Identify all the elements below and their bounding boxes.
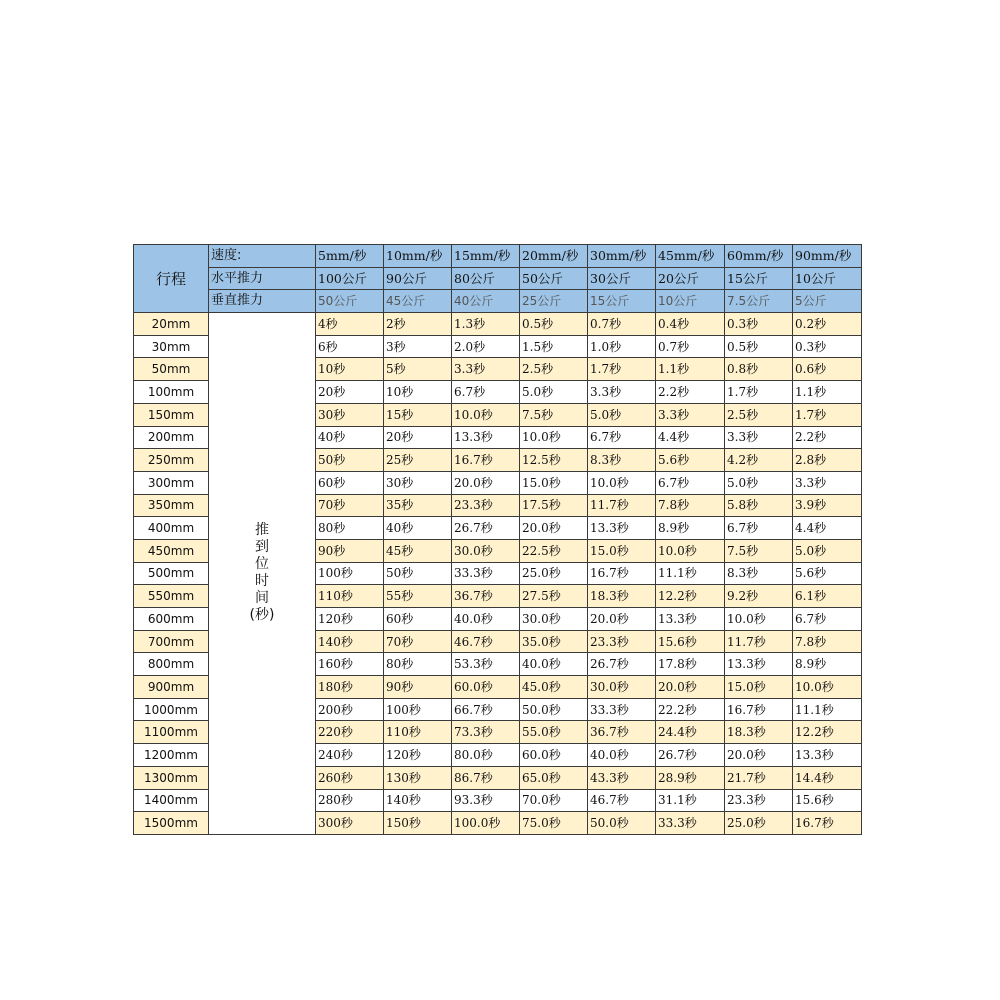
time-cell: 86.7秒 xyxy=(452,766,520,789)
time-cell: 11.1秒 xyxy=(656,562,725,585)
time-cell: 0.7秒 xyxy=(588,313,656,336)
time-cell: 15秒 xyxy=(384,403,452,426)
time-cell: 0.7秒 xyxy=(656,335,725,358)
stroke-cell: 300mm xyxy=(134,471,209,494)
time-cell: 300秒 xyxy=(316,812,384,835)
time-cell: 36.7秒 xyxy=(452,585,520,608)
time-cell: 2.8秒 xyxy=(793,449,862,472)
time-cell: 0.5秒 xyxy=(520,313,588,336)
time-cell: 0.4秒 xyxy=(656,313,725,336)
time-cell: 11.7秒 xyxy=(588,494,656,517)
time-cell: 20.0秒 xyxy=(588,608,656,631)
time-cell: 0.3秒 xyxy=(725,313,793,336)
time-cell: 6.7秒 xyxy=(588,426,656,449)
vertical-force-cell: 15公斤 xyxy=(588,290,656,313)
time-cell: 27.5秒 xyxy=(520,585,588,608)
vertical-force-cell: 10公斤 xyxy=(656,290,725,313)
time-cell: 120秒 xyxy=(384,744,452,767)
time-cell: 1.7秒 xyxy=(588,358,656,381)
time-cell: 110秒 xyxy=(384,721,452,744)
vertical-force-label: 垂直推力 xyxy=(209,290,316,313)
time-cell: 2.2秒 xyxy=(656,381,725,404)
time-cell: 80秒 xyxy=(316,517,384,540)
time-cell: 0.6秒 xyxy=(793,358,862,381)
vertical-force-cell: 50公斤 xyxy=(316,290,384,313)
stroke-cell: 1500mm xyxy=(134,812,209,835)
time-cell: 5.6秒 xyxy=(656,449,725,472)
vertical-force-cell: 45公斤 xyxy=(384,290,452,313)
table-row xyxy=(134,313,862,336)
time-cell: 10.0秒 xyxy=(793,676,862,699)
time-cell: 73.3秒 xyxy=(452,721,520,744)
time-cell: 6.7秒 xyxy=(452,381,520,404)
time-cell: 3.3秒 xyxy=(656,403,725,426)
time-cell: 50.0秒 xyxy=(588,812,656,835)
header-row-vertical-force xyxy=(134,290,862,313)
time-cell: 5.0秒 xyxy=(520,381,588,404)
time-cell: 7.8秒 xyxy=(656,494,725,517)
time-cell: 50秒 xyxy=(384,562,452,585)
push-time-label-char: 推 xyxy=(255,522,269,539)
time-cell: 15.0秒 xyxy=(588,539,656,562)
time-cell: 100秒 xyxy=(384,698,452,721)
time-cell: 55.0秒 xyxy=(520,721,588,744)
header-row-speed xyxy=(134,245,862,268)
time-cell: 15.6秒 xyxy=(656,630,725,653)
time-cell: 10.0秒 xyxy=(452,403,520,426)
vertical-force-cell: 7.5公斤 xyxy=(725,290,793,313)
time-cell: 5.8秒 xyxy=(725,494,793,517)
time-cell: 20秒 xyxy=(384,426,452,449)
stroke-cell: 1100mm xyxy=(134,721,209,744)
time-cell: 26.7秒 xyxy=(452,517,520,540)
time-cell: 90秒 xyxy=(384,676,452,699)
time-cell: 35秒 xyxy=(384,494,452,517)
time-cell: 140秒 xyxy=(316,630,384,653)
time-cell: 1.1秒 xyxy=(793,381,862,404)
time-cell: 18.3秒 xyxy=(588,585,656,608)
time-cell: 10秒 xyxy=(316,358,384,381)
stroke-cell: 150mm xyxy=(134,403,209,426)
time-cell: 70.0秒 xyxy=(520,789,588,812)
time-cell: 10.0秒 xyxy=(725,608,793,631)
stroke-cell: 50mm xyxy=(134,358,209,381)
time-cell: 7.5秒 xyxy=(520,403,588,426)
time-cell: 4.4秒 xyxy=(793,517,862,540)
stroke-cell: 500mm xyxy=(134,562,209,585)
push-time-label-char: 位 xyxy=(255,556,269,573)
horizontal-force-cell: 100公斤 xyxy=(316,267,384,290)
time-cell: 6.7秒 xyxy=(656,471,725,494)
time-cell: 46.7秒 xyxy=(452,630,520,653)
horizontal-force-cell: 15公斤 xyxy=(725,267,793,290)
vertical-force-cell: 40公斤 xyxy=(452,290,520,313)
time-cell: 66.7秒 xyxy=(452,698,520,721)
time-cell: 13.3秒 xyxy=(452,426,520,449)
time-cell: 13.3秒 xyxy=(725,653,793,676)
horizontal-force-cell: 80公斤 xyxy=(452,267,520,290)
time-cell: 0.3秒 xyxy=(793,335,862,358)
stroke-cell: 900mm xyxy=(134,676,209,699)
time-cell: 6秒 xyxy=(316,335,384,358)
time-cell: 46.7秒 xyxy=(588,789,656,812)
time-cell: 26.7秒 xyxy=(588,653,656,676)
speed-cell: 30mm/秒 xyxy=(588,245,656,268)
speed-cell: 90mm/秒 xyxy=(793,245,862,268)
time-cell: 20.0秒 xyxy=(452,471,520,494)
stroke-cell: 700mm xyxy=(134,630,209,653)
time-cell: 100.0秒 xyxy=(452,812,520,835)
time-cell: 30秒 xyxy=(316,403,384,426)
time-cell: 0.5秒 xyxy=(725,335,793,358)
time-cell: 4秒 xyxy=(316,313,384,336)
horizontal-force-cell: 50公斤 xyxy=(520,267,588,290)
time-cell: 220秒 xyxy=(316,721,384,744)
time-cell: 8.3秒 xyxy=(588,449,656,472)
time-cell: 33.3秒 xyxy=(656,812,725,835)
time-cell: 50秒 xyxy=(316,449,384,472)
time-cell: 1.7秒 xyxy=(793,403,862,426)
time-cell: 50.0秒 xyxy=(520,698,588,721)
time-cell: 40.0秒 xyxy=(520,653,588,676)
time-cell: 16.7秒 xyxy=(725,698,793,721)
time-cell: 60秒 xyxy=(316,471,384,494)
horizontal-force-cell: 30公斤 xyxy=(588,267,656,290)
stroke-cell: 100mm xyxy=(134,381,209,404)
time-cell: 80秒 xyxy=(384,653,452,676)
time-cell: 7.8秒 xyxy=(793,630,862,653)
time-cell: 2.0秒 xyxy=(452,335,520,358)
time-cell: 3秒 xyxy=(384,335,452,358)
speed-cell: 5mm/秒 xyxy=(316,245,384,268)
time-cell: 240秒 xyxy=(316,744,384,767)
time-cell: 1.3秒 xyxy=(452,313,520,336)
time-cell: 55秒 xyxy=(384,585,452,608)
time-cell: 20.0秒 xyxy=(520,517,588,540)
time-cell: 3.3秒 xyxy=(725,426,793,449)
time-cell: 140秒 xyxy=(384,789,452,812)
time-cell: 10.0秒 xyxy=(656,539,725,562)
stroke-cell: 250mm xyxy=(134,449,209,472)
time-cell: 40秒 xyxy=(384,517,452,540)
vertical-force-cell: 25公斤 xyxy=(520,290,588,313)
push-time-table xyxy=(133,244,862,835)
speed-cell: 10mm/秒 xyxy=(384,245,452,268)
time-cell: 43.3秒 xyxy=(588,766,656,789)
time-cell: 110秒 xyxy=(316,585,384,608)
time-cell: 13.3秒 xyxy=(656,608,725,631)
time-cell: 23.3秒 xyxy=(452,494,520,517)
time-cell: 18.3秒 xyxy=(725,721,793,744)
time-cell: 20.0秒 xyxy=(656,676,725,699)
speed-cell: 20mm/秒 xyxy=(520,245,588,268)
time-cell: 23.3秒 xyxy=(725,789,793,812)
time-cell: 3.3秒 xyxy=(452,358,520,381)
time-cell: 22.2秒 xyxy=(656,698,725,721)
time-cell: 4.2秒 xyxy=(725,449,793,472)
time-cell: 17.5秒 xyxy=(520,494,588,517)
time-cell: 5.0秒 xyxy=(588,403,656,426)
time-cell: 28.9秒 xyxy=(656,766,725,789)
time-cell: 93.3秒 xyxy=(452,789,520,812)
time-cell: 1.0秒 xyxy=(588,335,656,358)
time-cell: 0.2秒 xyxy=(793,313,862,336)
time-cell: 60秒 xyxy=(384,608,452,631)
speed-label: 速度: xyxy=(209,245,316,268)
time-cell: 6.1秒 xyxy=(793,585,862,608)
stroke-cell: 550mm xyxy=(134,585,209,608)
time-cell: 12.5秒 xyxy=(520,449,588,472)
time-cell: 30秒 xyxy=(384,471,452,494)
time-cell: 3.3秒 xyxy=(793,471,862,494)
time-cell: 25.0秒 xyxy=(520,562,588,585)
speed-cell: 45mm/秒 xyxy=(656,245,725,268)
time-cell: 40.0秒 xyxy=(588,744,656,767)
time-cell: 15.0秒 xyxy=(520,471,588,494)
time-cell: 5.0秒 xyxy=(725,471,793,494)
time-cell: 6.7秒 xyxy=(725,517,793,540)
time-cell: 15.6秒 xyxy=(793,789,862,812)
stroke-cell: 1000mm xyxy=(134,698,209,721)
time-cell: 10.0秒 xyxy=(588,471,656,494)
time-cell: 24.4秒 xyxy=(656,721,725,744)
stroke-cell: 350mm xyxy=(134,494,209,517)
time-cell: 25秒 xyxy=(384,449,452,472)
push-time-label xyxy=(209,313,316,835)
time-cell: 14.4秒 xyxy=(793,766,862,789)
time-cell: 33.3秒 xyxy=(452,562,520,585)
time-cell: 280秒 xyxy=(316,789,384,812)
push-time-label-char: 时 xyxy=(255,573,269,590)
time-cell: 3.3秒 xyxy=(588,381,656,404)
time-cell: 26.7秒 xyxy=(656,744,725,767)
time-cell: 35.0秒 xyxy=(520,630,588,653)
time-cell: 33.3秒 xyxy=(588,698,656,721)
time-cell: 60.0秒 xyxy=(520,744,588,767)
time-cell: 200秒 xyxy=(316,698,384,721)
table-body xyxy=(134,245,862,835)
stroke-cell: 20mm xyxy=(134,313,209,336)
stroke-cell: 600mm xyxy=(134,608,209,631)
time-cell: 13.3秒 xyxy=(588,517,656,540)
time-cell: 45.0秒 xyxy=(520,676,588,699)
time-cell: 11.7秒 xyxy=(725,630,793,653)
time-cell: 12.2秒 xyxy=(656,585,725,608)
time-cell: 36.7秒 xyxy=(588,721,656,744)
time-cell: 17.8秒 xyxy=(656,653,725,676)
time-cell: 1.7秒 xyxy=(725,381,793,404)
time-cell: 65.0秒 xyxy=(520,766,588,789)
time-cell: 80.0秒 xyxy=(452,744,520,767)
time-cell: 13.3秒 xyxy=(793,744,862,767)
time-cell: 21.7秒 xyxy=(725,766,793,789)
time-cell: 90秒 xyxy=(316,539,384,562)
time-cell: 30.0秒 xyxy=(520,608,588,631)
time-cell: 2.5秒 xyxy=(725,403,793,426)
speed-cell: 60mm/秒 xyxy=(725,245,793,268)
time-cell: 4.4秒 xyxy=(656,426,725,449)
time-cell: 12.2秒 xyxy=(793,721,862,744)
time-cell: 2.5秒 xyxy=(520,358,588,381)
time-cell: 45秒 xyxy=(384,539,452,562)
time-cell: 2秒 xyxy=(384,313,452,336)
time-cell: 20.0秒 xyxy=(725,744,793,767)
time-cell: 16.7秒 xyxy=(452,449,520,472)
stroke-cell: 450mm xyxy=(134,539,209,562)
time-cell: 11.1秒 xyxy=(793,698,862,721)
time-cell: 70秒 xyxy=(316,494,384,517)
push-time-label-char: 到 xyxy=(255,539,269,556)
time-cell: 10秒 xyxy=(384,381,452,404)
stroke-cell: 1400mm xyxy=(134,789,209,812)
time-cell: 0.8秒 xyxy=(725,358,793,381)
time-cell: 23.3秒 xyxy=(588,630,656,653)
time-cell: 130秒 xyxy=(384,766,452,789)
time-cell: 2.2秒 xyxy=(793,426,862,449)
time-cell: 180秒 xyxy=(316,676,384,699)
time-cell: 1.5秒 xyxy=(520,335,588,358)
horizontal-force-cell: 10公斤 xyxy=(793,267,862,290)
time-cell: 15.0秒 xyxy=(725,676,793,699)
stroke-cell: 800mm xyxy=(134,653,209,676)
time-cell: 5.0秒 xyxy=(793,539,862,562)
header-row-horizontal-force xyxy=(134,267,862,290)
time-cell: 60.0秒 xyxy=(452,676,520,699)
time-cell: 16.7秒 xyxy=(588,562,656,585)
horizontal-force-label: 水平推力 xyxy=(209,267,316,290)
time-cell: 120秒 xyxy=(316,608,384,631)
time-cell: 40秒 xyxy=(316,426,384,449)
horizontal-force-cell: 90公斤 xyxy=(384,267,452,290)
time-cell: 3.9秒 xyxy=(793,494,862,517)
time-cell: 20秒 xyxy=(316,381,384,404)
time-cell: 8.3秒 xyxy=(725,562,793,585)
push-time-label-char: (秒) xyxy=(249,607,275,624)
time-cell: 1.1秒 xyxy=(656,358,725,381)
time-cell: 8.9秒 xyxy=(793,653,862,676)
stroke-header: 行程 xyxy=(134,245,209,313)
stroke-cell: 200mm xyxy=(134,426,209,449)
time-cell: 30.0秒 xyxy=(452,539,520,562)
time-cell: 6.7秒 xyxy=(793,608,862,631)
push-time-label-char: 间 xyxy=(255,590,269,607)
time-cell: 25.0秒 xyxy=(725,812,793,835)
time-cell: 150秒 xyxy=(384,812,452,835)
time-cell: 5秒 xyxy=(384,358,452,381)
time-cell: 260秒 xyxy=(316,766,384,789)
time-cell: 5.6秒 xyxy=(793,562,862,585)
time-cell: 100秒 xyxy=(316,562,384,585)
horizontal-force-cell: 20公斤 xyxy=(656,267,725,290)
time-cell: 7.5秒 xyxy=(725,539,793,562)
time-cell: 31.1秒 xyxy=(656,789,725,812)
time-cell: 30.0秒 xyxy=(588,676,656,699)
stroke-cell: 400mm xyxy=(134,517,209,540)
time-cell: 160秒 xyxy=(316,653,384,676)
time-cell: 70秒 xyxy=(384,630,452,653)
stroke-cell: 1200mm xyxy=(134,744,209,767)
vertical-force-cell: 5公斤 xyxy=(793,290,862,313)
speed-cell: 15mm/秒 xyxy=(452,245,520,268)
time-cell: 75.0秒 xyxy=(520,812,588,835)
stroke-cell: 1300mm xyxy=(134,766,209,789)
time-cell: 8.9秒 xyxy=(656,517,725,540)
time-cell: 53.3秒 xyxy=(452,653,520,676)
stroke-cell: 30mm xyxy=(134,335,209,358)
time-cell: 10.0秒 xyxy=(520,426,588,449)
time-cell: 16.7秒 xyxy=(793,812,862,835)
time-cell: 22.5秒 xyxy=(520,539,588,562)
time-cell: 9.2秒 xyxy=(725,585,793,608)
time-cell: 40.0秒 xyxy=(452,608,520,631)
